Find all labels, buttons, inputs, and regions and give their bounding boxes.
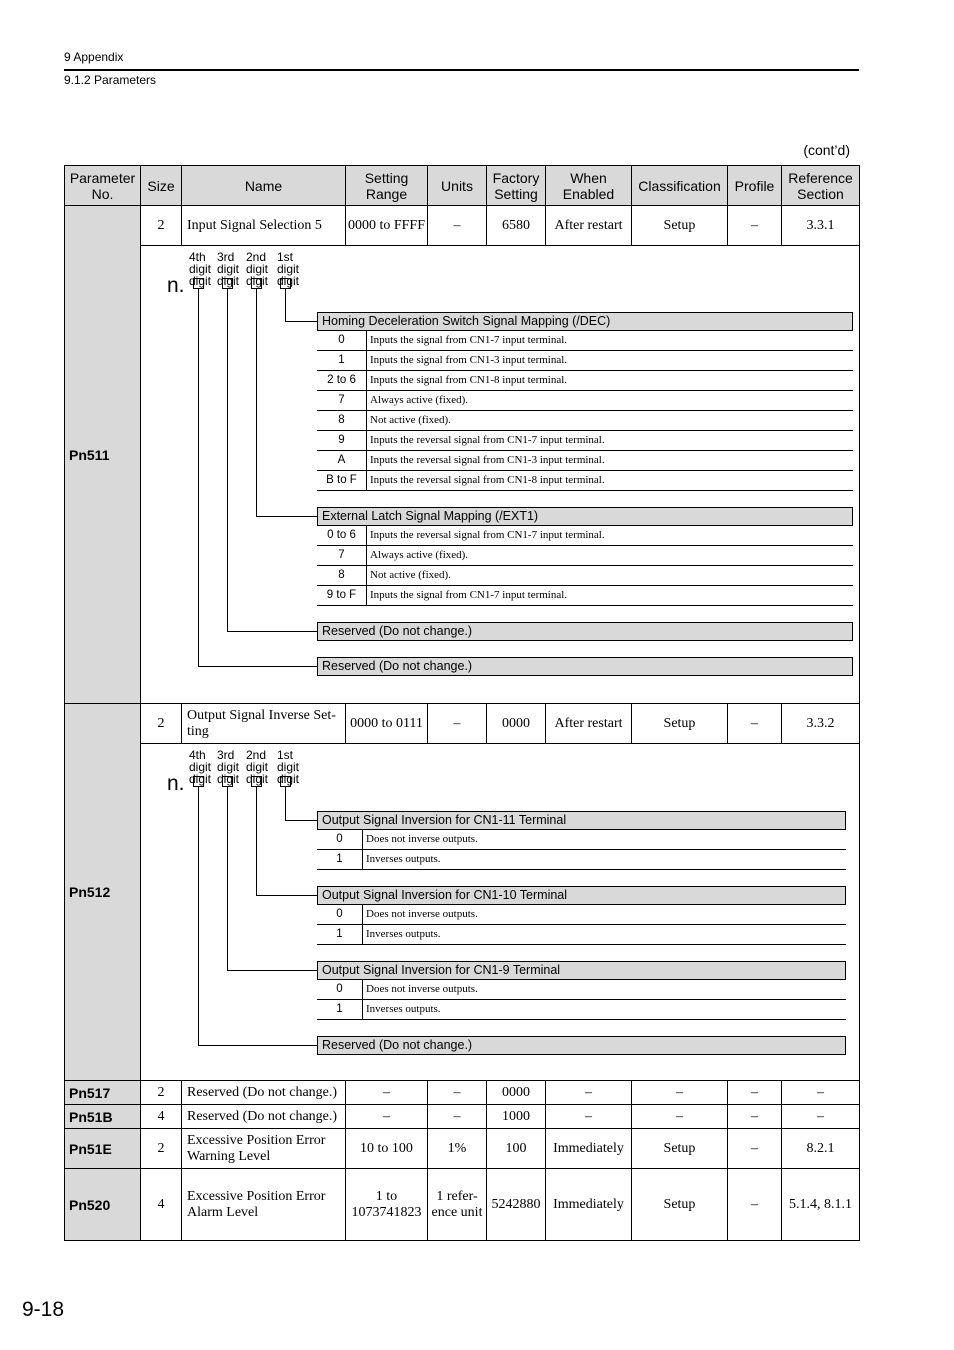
param-no: Pn51B (65, 1105, 141, 1129)
table-header-row (65, 166, 860, 206)
param-size: 2 (141, 704, 182, 744)
option-value: A (317, 451, 367, 470)
option-description: Inputs the signal from CN1-7 input terminal. (370, 589, 568, 601)
param-factory: 1000 (487, 1105, 546, 1129)
col-setting-range: Setting Range (346, 166, 428, 206)
table-row (65, 704, 860, 744)
connector-line (285, 787, 286, 820)
header-chapter: 9 Appendix (64, 50, 124, 64)
digit-box (251, 776, 262, 787)
group-title: Reserved (Do not change.) (317, 657, 853, 676)
digit-box (280, 278, 291, 289)
option-row (317, 471, 853, 491)
col-profile: Profile (728, 166, 782, 206)
option-value: 1 (317, 1000, 363, 1019)
option-row (317, 830, 846, 850)
option-value: 9 (317, 431, 367, 450)
connector-line (198, 787, 199, 1045)
digit-label: 4th digit digit (189, 250, 212, 288)
option-value: B to F (317, 471, 367, 490)
param-class: – (632, 1105, 728, 1129)
param-factory: 5242880 (487, 1169, 546, 1241)
option-description: Inputs the reversal signal from CN1-8 input terminal. (370, 474, 605, 486)
option-row (317, 526, 853, 546)
option-description: Not active (fixed). (370, 569, 451, 581)
param-no: Pn511 (65, 206, 141, 704)
param-range: 0000 to FFFF (346, 206, 428, 246)
param-enabled: After restart (546, 206, 632, 246)
option-value: 7 (317, 546, 367, 565)
param-name: Excessive Position Error Warning Level (182, 1129, 346, 1169)
option-row (317, 925, 846, 945)
param-class: – (632, 1081, 728, 1105)
option-value: 8 (317, 566, 367, 585)
param-factory: 6580 (487, 206, 546, 246)
param-factory: 0000 (487, 704, 546, 744)
param-profile: – (728, 704, 782, 744)
param-units: – (428, 206, 487, 246)
option-value: 0 (317, 331, 367, 350)
digit-box (193, 278, 204, 289)
param-enabled: Immediately (546, 1129, 632, 1169)
param-class: Setup (632, 1169, 728, 1241)
param-enabled: Immediately (546, 1169, 632, 1241)
param-range: 10 to 100 (346, 1129, 428, 1169)
option-description: Inputs the signal from CN1-8 input terminal. (370, 374, 568, 386)
option-value: 1 (317, 850, 363, 869)
digit-label: 2nd digit digit (246, 748, 269, 786)
connector-line (256, 787, 257, 895)
param-units: – (428, 704, 487, 744)
option-description: Inputs the reversal signal from CN1-7 input terminal. (370, 434, 605, 446)
param-profile: – (728, 1129, 782, 1169)
table-row (65, 1105, 860, 1129)
connector-line (227, 631, 317, 632)
connector-line (227, 970, 317, 971)
connector-line (285, 820, 317, 821)
digit-box (193, 776, 204, 787)
col-factory-setting: Factory Setting (487, 166, 546, 206)
col-units: Units (428, 166, 487, 206)
option-value: 1 (317, 351, 367, 370)
pn511-digit-diagram (141, 246, 860, 704)
page-number: 9-18 (22, 1298, 65, 1321)
digit-label: 1st digit digit (277, 250, 300, 288)
option-row (317, 451, 853, 471)
option-description: Does not inverse outputs. (366, 983, 478, 995)
table-row (65, 1081, 860, 1105)
pn512-digit-diagram (141, 744, 860, 1081)
param-factory: 100 (487, 1129, 546, 1169)
param-size: 4 (141, 1169, 182, 1241)
header-rule (64, 69, 859, 71)
digit-label: 2nd digit digit (246, 250, 269, 288)
param-class: Setup (632, 206, 728, 246)
option-row (317, 546, 853, 566)
option-description: Inputs the reversal signal from CN1-7 input terminal. (370, 529, 605, 541)
option-value: 2 to 6 (317, 371, 367, 390)
continued-label: (cont’d) (803, 142, 850, 158)
option-row (317, 331, 853, 351)
option-row (317, 850, 846, 870)
connector-line (227, 289, 228, 631)
option-value: 1 (317, 925, 363, 944)
param-size: 2 (141, 1129, 182, 1169)
connector-line (256, 289, 257, 516)
param-units: – (428, 1081, 487, 1105)
header-section: 9.1.2 Parameters (64, 73, 157, 87)
connector-line (285, 289, 286, 321)
connector-line (285, 321, 317, 322)
option-value: 7 (317, 391, 367, 410)
table-row (65, 1169, 860, 1241)
option-description: Inverses outputs. (366, 853, 441, 865)
param-size: 4 (141, 1105, 182, 1129)
param-range: – (346, 1081, 428, 1105)
connector-line (227, 787, 228, 970)
param-class: Setup (632, 704, 728, 744)
connector-line (198, 289, 199, 666)
option-row (317, 566, 853, 586)
option-value: 0 to 6 (317, 526, 367, 545)
option-description: Always active (fixed). (370, 549, 469, 561)
option-description: Inputs the signal from CN1-7 input terminal. (370, 334, 568, 346)
col-size: Size (141, 166, 182, 206)
param-name: Reserved (Do not change.) (182, 1081, 346, 1105)
param-name: Excessive Position Error Alarm Level (182, 1169, 346, 1241)
option-description: Inputs the reversal signal from CN1-3 input terminal. (370, 454, 605, 466)
param-factory: 0000 (487, 1081, 546, 1105)
param-profile: – (728, 1105, 782, 1129)
option-description: Inverses outputs. (366, 928, 441, 940)
group-title: Output Signal Inversion for CN1-11 Terminal (317, 811, 846, 830)
param-ref: 3.3.2 (782, 704, 860, 744)
param-profile: – (728, 1169, 782, 1241)
connector-line (198, 666, 317, 667)
digit-label: 4th digit digit (189, 748, 212, 786)
param-ref: 8.2.1 (782, 1129, 860, 1169)
param-range: 1 to 1073741823 (346, 1169, 428, 1241)
option-description: Does not inverse outputs. (366, 908, 478, 920)
option-row (317, 905, 846, 925)
option-value: 0 (317, 905, 363, 924)
option-value: 0 (317, 980, 363, 999)
connector-line (256, 895, 317, 896)
param-ref: – (782, 1081, 860, 1105)
n-prefix: n. (167, 772, 185, 795)
connector-line (256, 516, 317, 517)
param-profile: – (728, 206, 782, 246)
group-title: Output Signal Inversion for CN1-10 Terminal (317, 886, 846, 905)
option-row (317, 431, 853, 451)
option-row (317, 371, 853, 391)
option-value: 8 (317, 411, 367, 430)
param-enabled: – (546, 1105, 632, 1129)
digit-box (222, 278, 233, 289)
param-enabled: After restart (546, 704, 632, 744)
group-title: Reserved (Do not change.) (317, 1036, 846, 1055)
option-description: Always active (fixed). (370, 394, 469, 406)
option-value: 0 (317, 830, 363, 849)
table-row-diagram (65, 744, 860, 1081)
group-title: Output Signal Inversion for CN1-9 Terminal (317, 961, 846, 980)
param-range: – (346, 1105, 428, 1129)
param-size: 2 (141, 206, 182, 246)
param-ref: 3.3.1 (782, 206, 860, 246)
option-row (317, 411, 853, 431)
digit-label: 3rd digit digit (217, 748, 240, 786)
parameter-table (64, 165, 860, 1241)
option-description: Inverses outputs. (366, 1003, 441, 1015)
param-class: Setup (632, 1129, 728, 1169)
param-no: Pn512 (65, 704, 141, 1081)
table-row-diagram (65, 246, 860, 704)
param-units: 1 refer-ence unit (428, 1169, 487, 1241)
option-row (317, 351, 853, 371)
group-title: Reserved (Do not change.) (317, 622, 853, 641)
col-when-enabled: When Enabled (546, 166, 632, 206)
option-row (317, 586, 853, 606)
param-ref: – (782, 1105, 860, 1129)
option-description: Inputs the signal from CN1-3 input terminal. (370, 354, 568, 366)
param-size: 2 (141, 1081, 182, 1105)
option-row (317, 1000, 846, 1020)
param-enabled: – (546, 1081, 632, 1105)
digit-box (280, 776, 291, 787)
param-units: – (428, 1105, 487, 1129)
option-value: 9 to F (317, 586, 367, 605)
group-title: External Latch Signal Mapping (/EXT1) (317, 507, 853, 526)
param-ref: 5.1.4, 8.1.1 (782, 1169, 860, 1241)
col-reference-section: Reference Section (782, 166, 860, 206)
connector-line (198, 1045, 317, 1046)
param-name: Input Signal Selection 5 (182, 206, 346, 246)
param-units: 1% (428, 1129, 487, 1169)
col-parameter-no: Parameter No. (65, 166, 141, 206)
option-row (317, 391, 853, 411)
digit-box (222, 776, 233, 787)
col-classification: Classification (632, 166, 728, 206)
param-no: Pn520 (65, 1169, 141, 1241)
param-no: Pn51E (65, 1129, 141, 1169)
n-prefix: n. (167, 274, 185, 297)
table-row (65, 1129, 860, 1169)
option-description: Not active (fixed). (370, 414, 451, 426)
digit-box (251, 278, 262, 289)
col-name: Name (182, 166, 346, 206)
option-description: Does not inverse outputs. (366, 833, 478, 845)
param-profile: – (728, 1081, 782, 1105)
group-title: Homing Deceleration Switch Signal Mapping (/DEC) (317, 312, 853, 331)
option-row (317, 980, 846, 1000)
param-no: Pn517 (65, 1081, 141, 1105)
param-name: Reserved (Do not change.) (182, 1105, 346, 1129)
digit-label: 3rd digit digit (217, 250, 240, 288)
param-name: Output Signal Inverse Set-ting (182, 704, 346, 744)
table-row (65, 206, 860, 246)
digit-label: 1st digit digit (277, 748, 300, 786)
param-range: 0000 to 0111 (346, 704, 428, 744)
